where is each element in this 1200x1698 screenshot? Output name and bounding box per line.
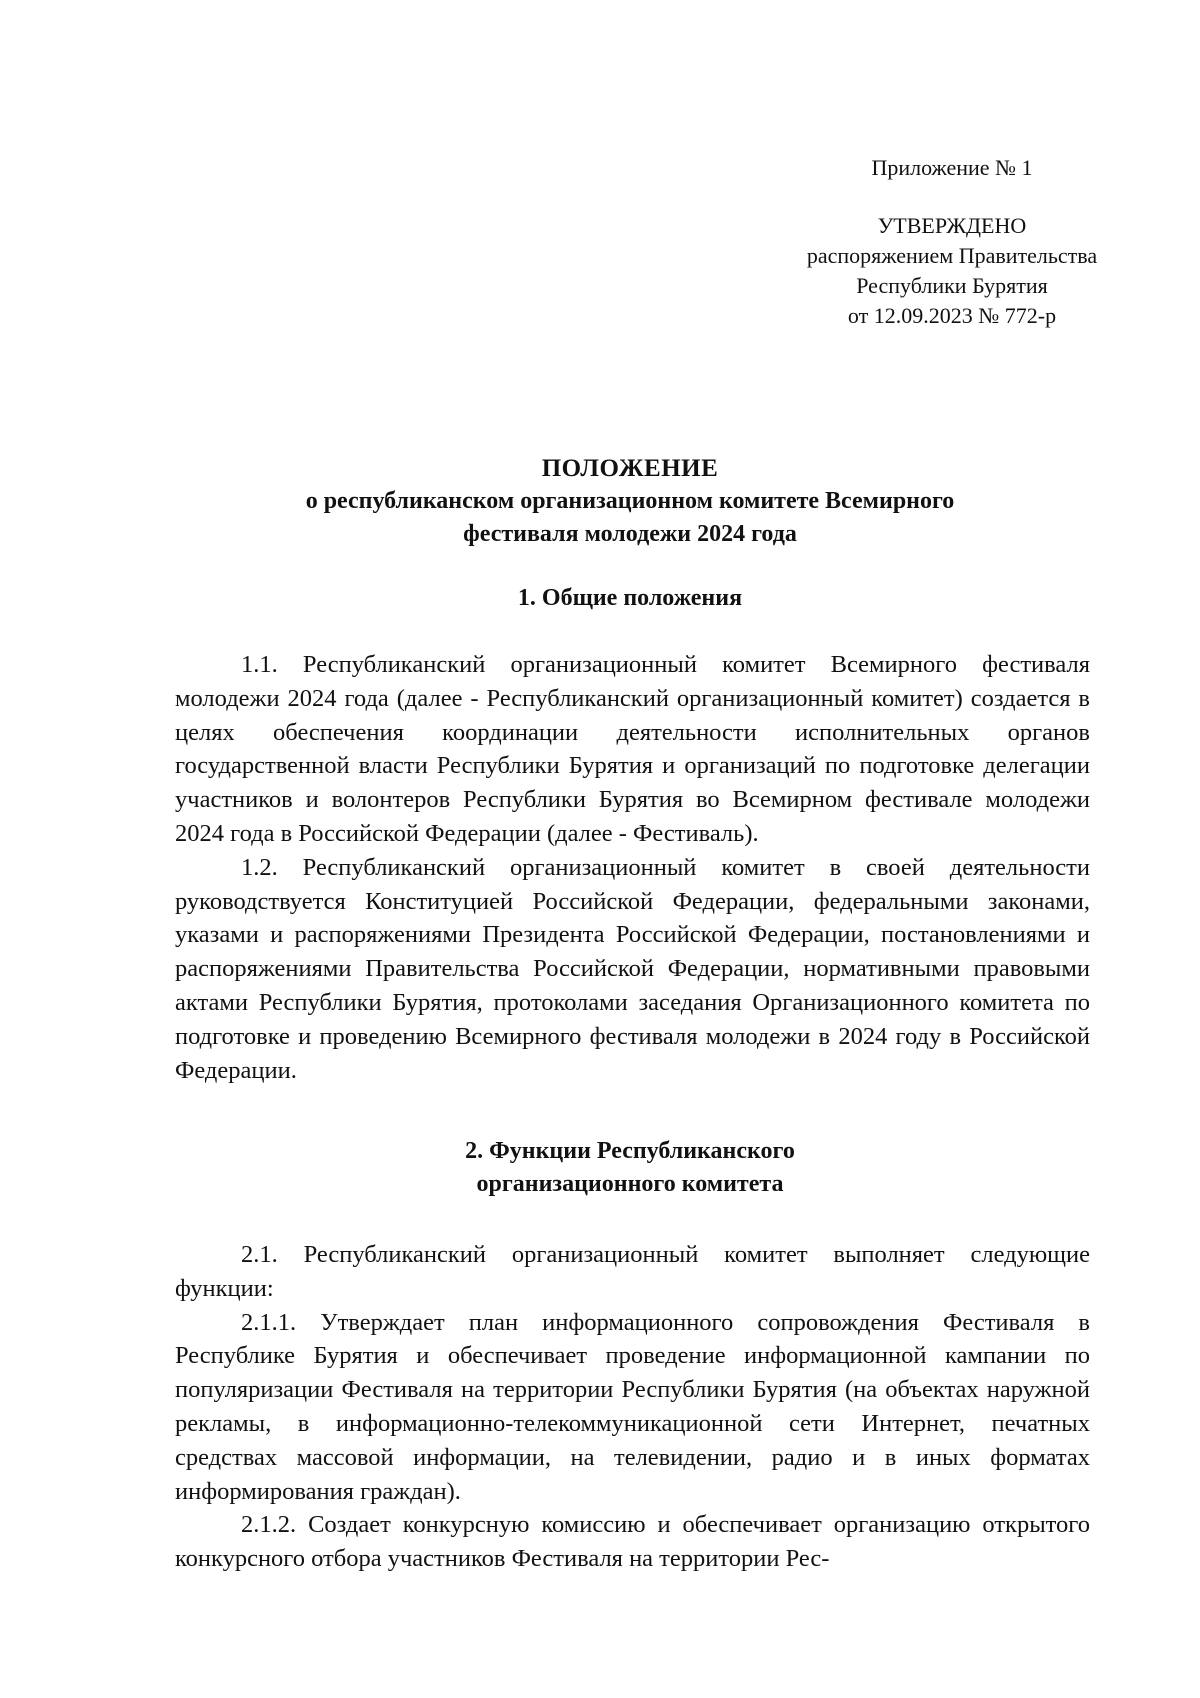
paragraph-2-1-2: 2.1.2. Создает конкурсную комиссию и обеспечивает организацию открытого конкурсного отбора участников Фестиваля на территории Рес-	[175, 1511, 1090, 1573]
title-main: ПОЛОЖЕНИЕ	[541, 455, 719, 482]
title-subtitle-line-1: о республиканском организационном комитете Всемирного	[305, 488, 955, 514]
appendix-label: Приложение № 1	[871, 155, 1033, 180]
paragraph-1-2: 1.2. Республиканский организационный комитет в своей деятельности руководствуется Конституцией Российской Федерации, федеральными законами, указами и распоряжениями Президента Российской Федерации, постановлениями и распоряжениями Правительства Российской Федерации, нормативными правовыми актами Республики Бурятия, протоколами заседания Организационного комитета по подготовке и проведению Всемирного фестиваля молодежи в 2024 году в Российской Федерации.	[175, 853, 1090, 1084]
approval-order-line-2: Республики Бурятия	[856, 273, 1048, 298]
approved-label: УТВЕРЖДЕНО	[877, 213, 1027, 238]
approval-order-line-3: от 12.09.2023 № 772-р	[847, 303, 1057, 328]
section-2-heading-line-2: организационного комитета	[476, 1171, 784, 1197]
paragraph-1-1: 1.1. Республиканский организационный комитет Всемирного фестиваля молодежи 2024 года (далее - Республиканский организационный комитет) создается в целях обеспечения координации деятельности исполнительных органов государственной власти Республики Бурятия и организаций по подготовке делегации участников и волонтеров Республики Бурятия во Всемирном фестивале молодежи 2024 года в Российской Федерации (далее - Фестиваль).	[175, 651, 1090, 847]
paragraph-2-1: 2.1. Республиканский организационный комитет выполняет следующие функции:	[175, 1241, 1090, 1302]
section-2-heading	[175, 1135, 1085, 1201]
document-title	[175, 452, 1085, 551]
section-2-heading-line-1: 2. Функции Республиканского	[465, 1138, 795, 1164]
approval-stamp-block	[742, 211, 1162, 331]
approval-order-line-1: распоряжением Правительства	[806, 243, 1098, 268]
paragraph-2-1-1: 2.1.1. Утверждает план информационного сопровождения Фестиваля в Республике Бурятия и обеспечивает проведение информационной кампании по популяризации Фестиваля на территории Республики Бурятия (на объектах наружной рекламы, в информационно-телекоммуникационной сети Интернет, печатных средствах массовой информации, на телевидении, радио и в иных форматах информирования граждан).	[175, 1308, 1090, 1505]
title-subtitle-line-2: фестиваля молодежи 2024 года	[463, 521, 797, 547]
section-1-heading-text: 1. Общие положения	[517, 585, 743, 611]
section-1-body	[175, 648, 1090, 1087]
section-1-heading	[175, 582, 1085, 615]
section-2-body	[175, 1238, 1090, 1576]
